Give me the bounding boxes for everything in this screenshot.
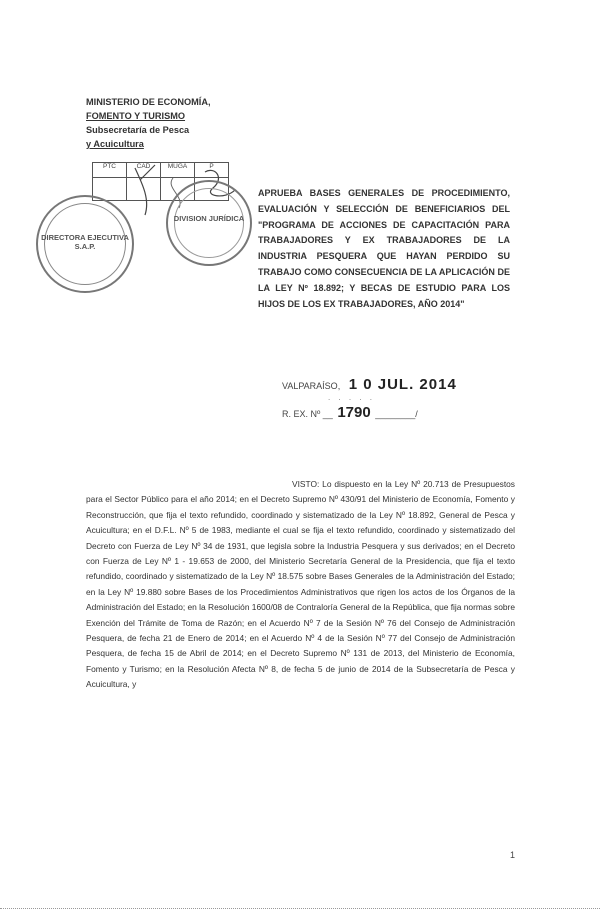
executive-director-seal	[36, 195, 134, 293]
resolution-suffix: ________/	[375, 409, 418, 419]
stamp-cell-3: MUGA	[161, 163, 195, 178]
ministry-header	[86, 95, 236, 151]
page-number: 1	[510, 850, 516, 860]
resolution-prefix: R. EX. Nº __	[282, 409, 333, 419]
ministry-line-3: Subsecretaría de Pesca	[86, 125, 190, 135]
resolution-number: 1790	[337, 404, 371, 421]
resolution-number-line	[282, 404, 418, 421]
date-dots: . . . . .	[328, 393, 376, 402]
seal-left-title: DIRECTORA EJECUTIVA	[41, 233, 129, 242]
ministry-line-1: MINISTERIO DE ECONOMÍA,	[86, 97, 211, 107]
stamp-cell-2: CAD	[127, 163, 161, 178]
stamp-cell-4: P	[195, 163, 229, 178]
seal-right-label: DIVISION JURÍDICA	[173, 214, 245, 223]
date-place: VALPARAÍSO,	[282, 381, 341, 391]
seal-left-sub: S.A.P.	[74, 242, 96, 251]
seal-left-label	[38, 233, 132, 251]
seal-ring	[174, 188, 244, 258]
date-line	[282, 376, 457, 393]
resolution-title: APRUEBA BASES GENERALES DE PROCEDIMIENTO, EVALUACIÓN Y SELECCIÓN DE BENEFICIARIOS DEL "PROGRAMA DE ACCIONES DE CAPACITACIÓN PARA TRABAJADORES Y EX TRABAJADORES DE LA INDUSTRIA PESQUERA QUE HAYAN PERDIDO SU TRABAJO COMO CONSECUENCIA DE LA APLICACIÓN DE LA LEY Nº 18.892; Y BECAS DE ESTUDIO PARA LOS HIJOS DE LOS EX TRABAJADORES, AÑO 2014"	[258, 188, 510, 309]
ministry-line-4: y Acuicultura	[86, 139, 144, 149]
date-stamp: 1 0 JUL. 2014	[348, 376, 457, 393]
stamp-cell-1: PTC	[93, 163, 127, 178]
scan-bottom-edge	[0, 908, 600, 909]
legal-division-seal	[166, 180, 252, 266]
visto-paragraph: VISTO: Lo dispuesto en la Ley Nº 20.713 de Presupuestos para el Sector Público para el año 2014; en el Decreto Supremo Nº 430/91 del Ministerio de Economía, Fomento y Reconstrucción, que fija el texto refundido, coordinado y sistematizado de la Ley Nº 18.892, General de Pesca y Acuicultura; en el D.F.L. Nº 5 de 1983, mediante el cual se fija el texto refundido, coordinado y sistematizado del Decreto con Fuerza de Ley Nº 34 de 1931, que legisla sobre la Industria Pesquera y sus derivados; en el Decreto con Fuerza de Ley Nº 1 - 19.653 de 2000, del Ministerio Secretaría General de la Presidencia, que fija el texto refundido, coordinado y sistematizado de la Ley Nº 18.575 sobre Bases Generales de la Administración del Estado; en la Ley Nº 19.880 sobre Bases de los Procedimientos Administrativos que rigen los actos de los Órganos de la Administración del Estado; en la Resolución 1600/08 de Contraloría General de la República, que fija normas sobre Exención del Trámite de Toma de Razón; en el Acuerdo Nº 7 de la Sesión Nº 76 del Consejo de Administración Pesquera, de fecha 21 de Enero de 2014; en el Acuerdo Nº 4 de la Sesión Nº 77 del Consejo de Administración Pesquera, de fecha 15 de Abril de 2014; en el Decreto Supremo Nº 131 de 2013, del Ministerio de Economía, Fomento y Turismo; en la Resolución Afecta Nº 8, de fecha 5 de junio de 2014 de la Subsecretaría de Pesca y Acuicultura, y	[86, 479, 515, 690]
ministry-line-2: FOMENTO Y TURISMO	[86, 111, 186, 121]
